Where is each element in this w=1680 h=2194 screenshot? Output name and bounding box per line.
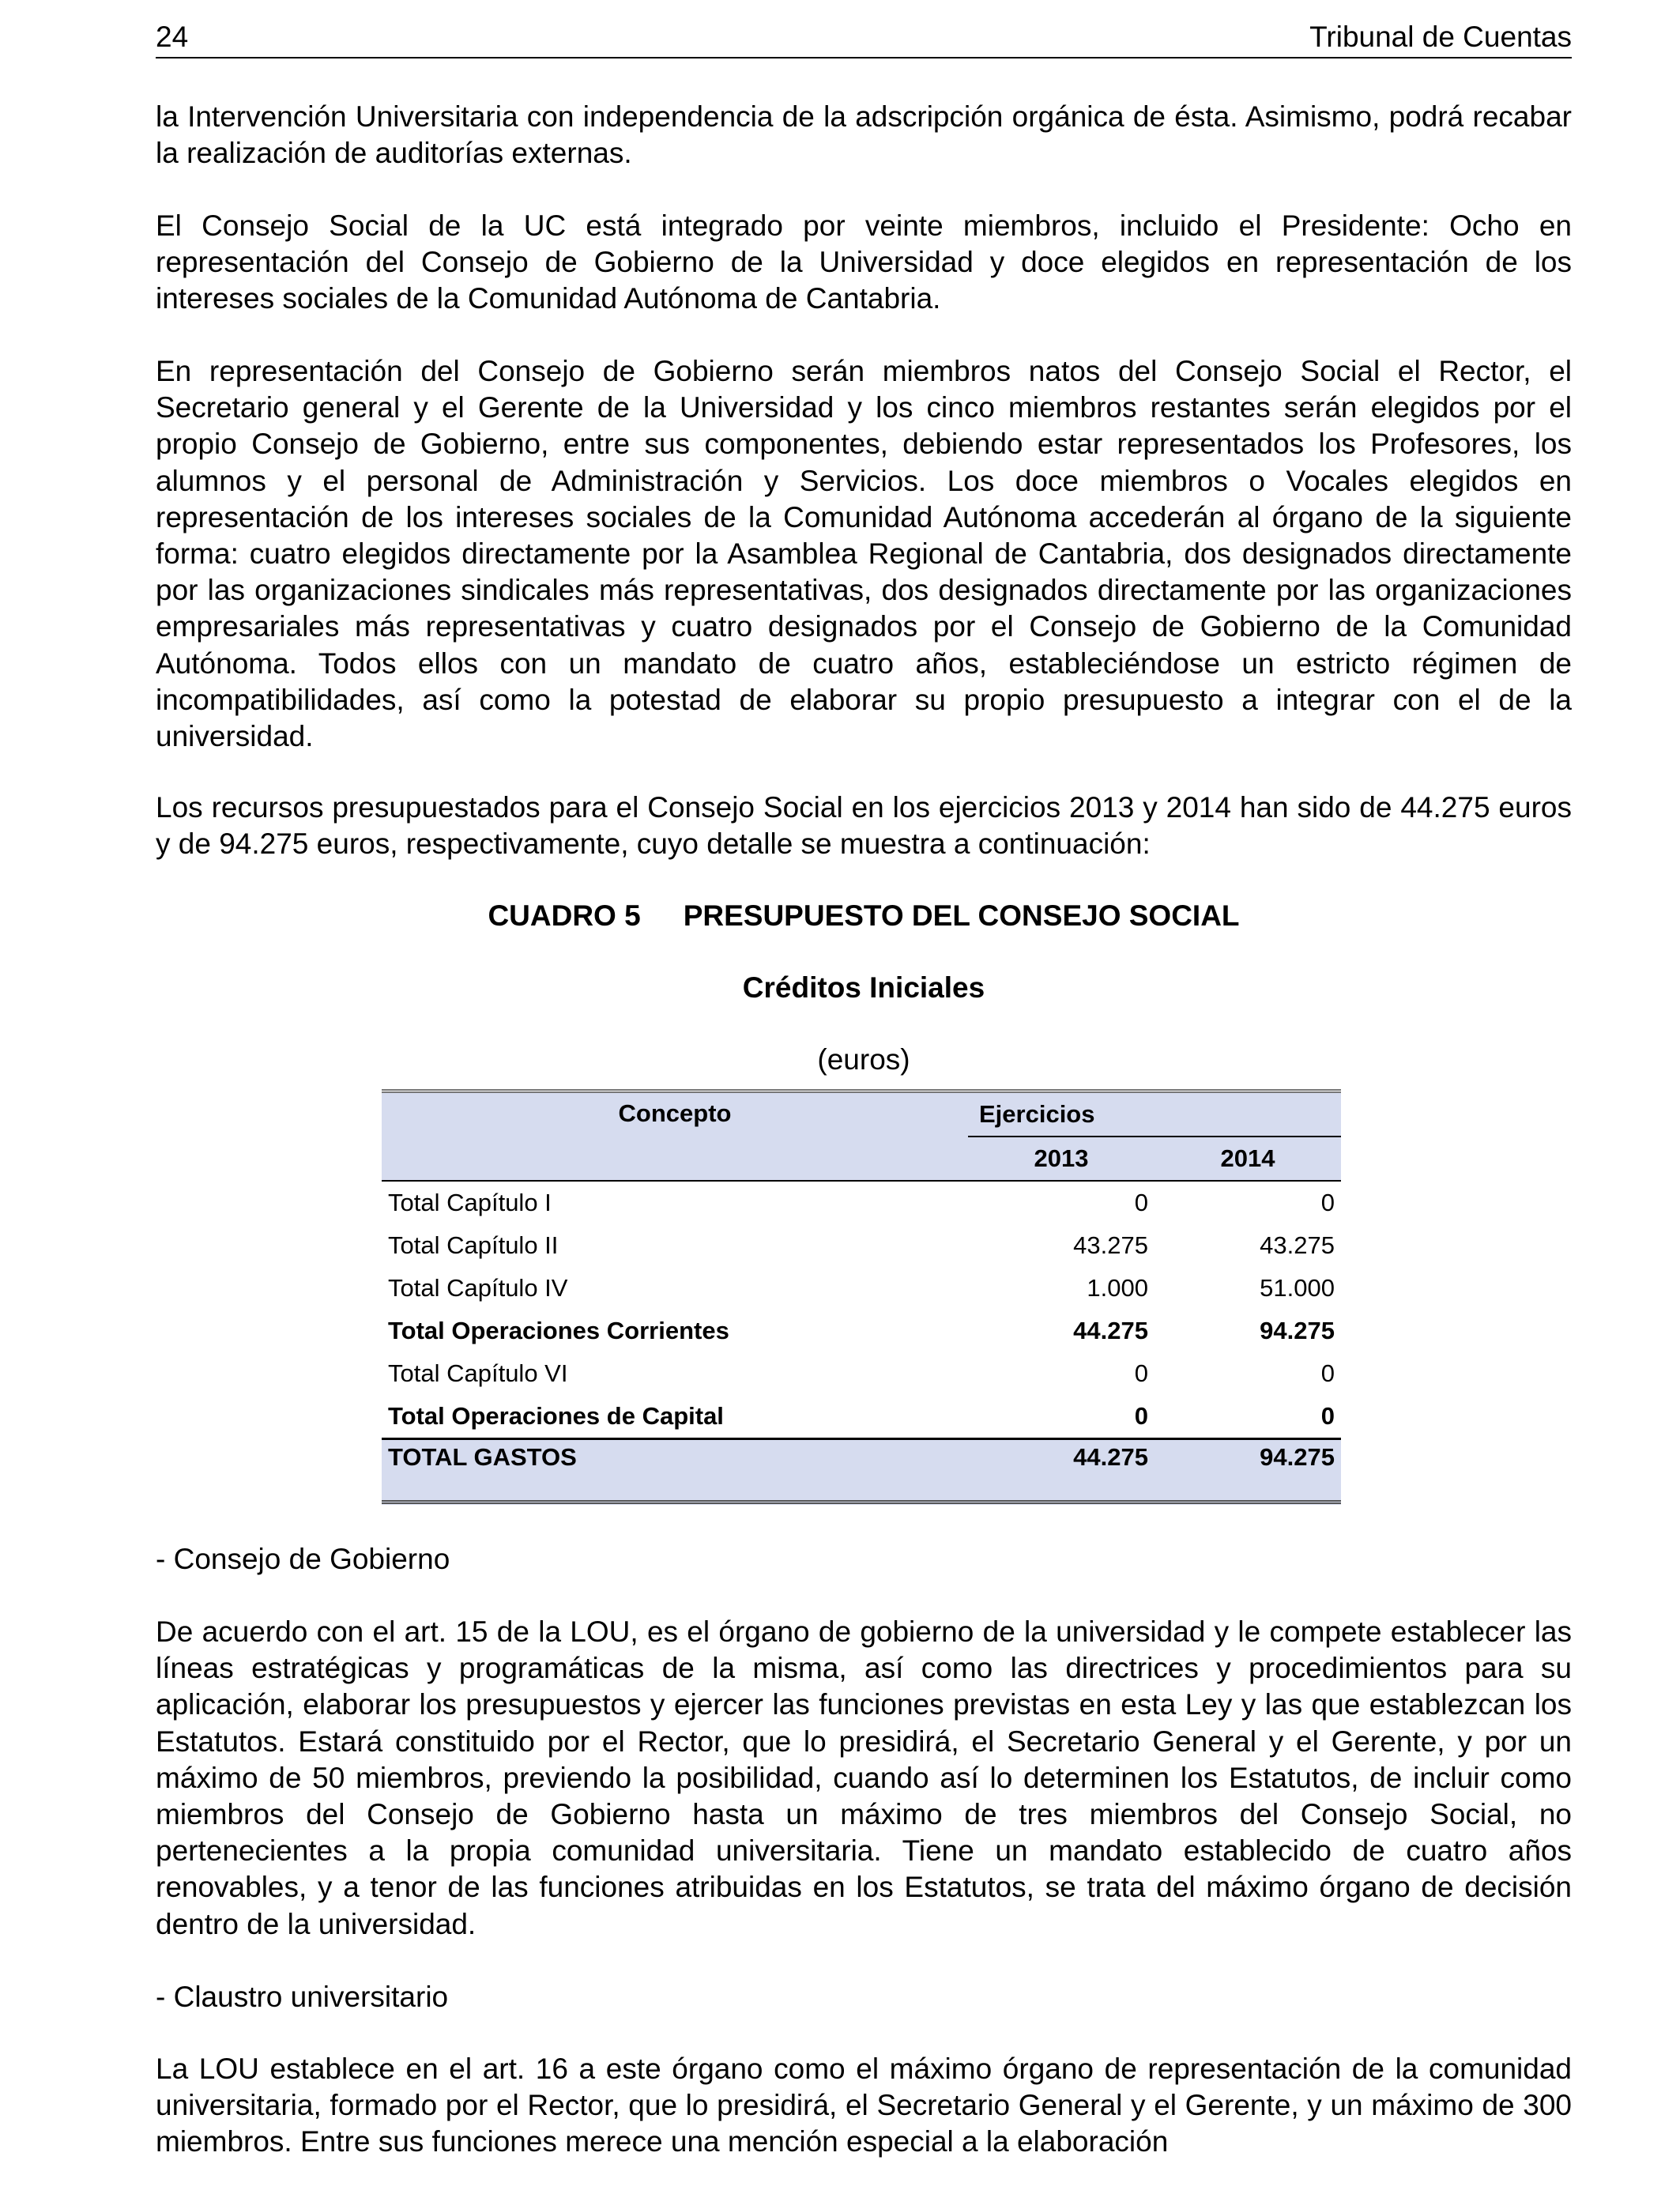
row-label: Total Operaciones Corrientes [388,1317,729,1344]
row-label: Total Capítulo I [382,1181,968,1224]
table-row-total [382,1439,1341,1506]
value-2014: 43.275 [1260,1231,1335,1259]
value-2013: 43.275 [1073,1231,1148,1259]
row-label: Total Capítulo VI [388,1359,568,1387]
value-2013: 0 [968,1181,1155,1224]
value-2014: 94.275 [1155,1439,1341,1506]
table-units: (euros) [817,1043,910,1076]
row-label: TOTAL GASTOS [382,1439,968,1506]
column-header-concepto: Concepto [382,1091,968,1182]
value-2014: 0 [1320,1359,1335,1387]
paragraph-consejo-social-composicion: El Consejo Social de la UC está integrado por veinte miembros, incluido el Presidente: Ocho en representación del Consejo de Gobierno de la Universidad y doce elegidos en representación de los intereses sociales de la Comunidad Autónoma de Cantabria. [156,209,1572,315]
page-header [156,17,1572,58]
value-2013: 44.275 [968,1439,1155,1506]
value-2013: 44.275 [1073,1317,1148,1344]
table-row [382,1181,1341,1224]
page-number: 24 [156,21,189,53]
table-row-subtotal [382,1395,1341,1439]
table-title-text: PRESUPUESTO DEL CONSEJO SOCIAL [683,899,1240,932]
section-heading-consejo-gobierno: - Consejo de Gobierno [156,1543,450,1575]
row-label: Total Capítulo II [388,1231,559,1259]
table-row [382,1352,1341,1395]
table-row-subtotal [382,1310,1341,1352]
table-bottom-rule [382,1500,1341,1504]
table-number: CUADRO 5 [488,899,641,932]
row-label: Total Capítulo IV [388,1274,568,1302]
value-2014: 94.275 [1260,1317,1335,1344]
table-row [382,1224,1341,1267]
value-2013: 0 [1134,1402,1148,1430]
budget-table [382,1089,1341,1505]
section-heading-claustro: - Claustro universitario [156,1981,449,2013]
header-title: Tribunal de Cuentas [1309,21,1572,53]
table-title [156,899,1572,933]
paragraph-representacion: En representación del Consejo de Gobierno serán miembros natos del Consejo Social el Rector, el Secretario general y el Gerente de la Universidad y los cinco miembros restantes serán elegidos por el propio Consejo de Gobierno, entre sus componentes, debiendo estar representados los Profesores, los alumnos y el personal de Administración y Servicios. Los doce miembros o Vocales elegidos en representación de los intereses sociales de la Comunidad Autónoma accederán al órgano de la siguiente forma: cuatro elegidos directamente por la Asamblea Regional de Cantabria, dos designados directamente por las organizaciones sindicales más representativas, dos designados directamente por las organizaciones empresariales más representativas y cuatro designados por el Consejo de Gobierno de la Comunidad Autónoma. Todos ellos con un mandato de cuatro años, estableciéndose un estricto régimen de incompatibilidades, así como la potestad de elaborar su propio presupuesto a integrar con el de la universidad. [156,355,1572,753]
paragraph-intervencion: la Intervención Universitaria con independencia de la adscripción orgánica de ésta. Asimismo, podrá recabar la realización de auditorías externas. [156,100,1572,170]
table-row [382,1267,1341,1310]
value-2013: 1.000 [1087,1274,1148,1302]
row-label: Total Operaciones de Capital [388,1402,724,1430]
value-2014: 51.000 [1260,1274,1335,1302]
table-subtitle: Créditos Iniciales [742,971,985,1004]
paragraph-recursos: Los recursos presupuestados para el Consejo Social en los ejercicios 2013 y 2014 han sido de 44.275 euros y de 94.275 euros, respectivamente, cuyo detalle se muestra a continuación: [156,791,1572,861]
column-header-2014: 2014 [1155,1137,1341,1181]
value-2014: 0 [1155,1181,1341,1224]
value-2013: 0 [1134,1359,1148,1387]
value-2014: 0 [1320,1402,1335,1430]
table-header-row [382,1091,1341,1137]
paragraph-consejo-gobierno: De acuerdo con el art. 15 de la LOU, es el órgano de gobierno de la universidad y le compete establecer las líneas estratégicas y programáticas de la misma, así como las directrices y procedimientos para su aplicación, elaborar los presupuestos y ejercer las funciones previstas en esta Ley y las que establezcan los Estatutos. Estará constituido por el Rector, que lo presidirá, el Secretario General y el Gerente, y por un máximo de 50 miembros, previendo la posibilidad, cuando así lo determinen los Estatutos, de incluir como miembros del Consejo de Gobierno hasta un máximo de tres miembros del Consejo Social, no pertenecientes a la propia comunidad universitaria. Tiene un mandato establecido de cuatro años renovables, y a tenor de las funciones atribuidas en los Estatutos, se trata del máximo órgano de decisión dentro de la universidad. [156,1615,1572,1940]
column-header-2013: 2013 [968,1137,1155,1181]
column-header-ejercicios: Ejercicios [968,1091,1155,1137]
paragraph-claustro: La LOU establece en el art. 16 a este órgano como el máximo órgano de representación de la comunidad universitaria, formado por el Rector, que lo presidirá, el Secretario General y el Gerente, y un máximo de 300 miembros. Entre sus funciones merece una mención especial a la elaboración [156,2053,1572,2158]
